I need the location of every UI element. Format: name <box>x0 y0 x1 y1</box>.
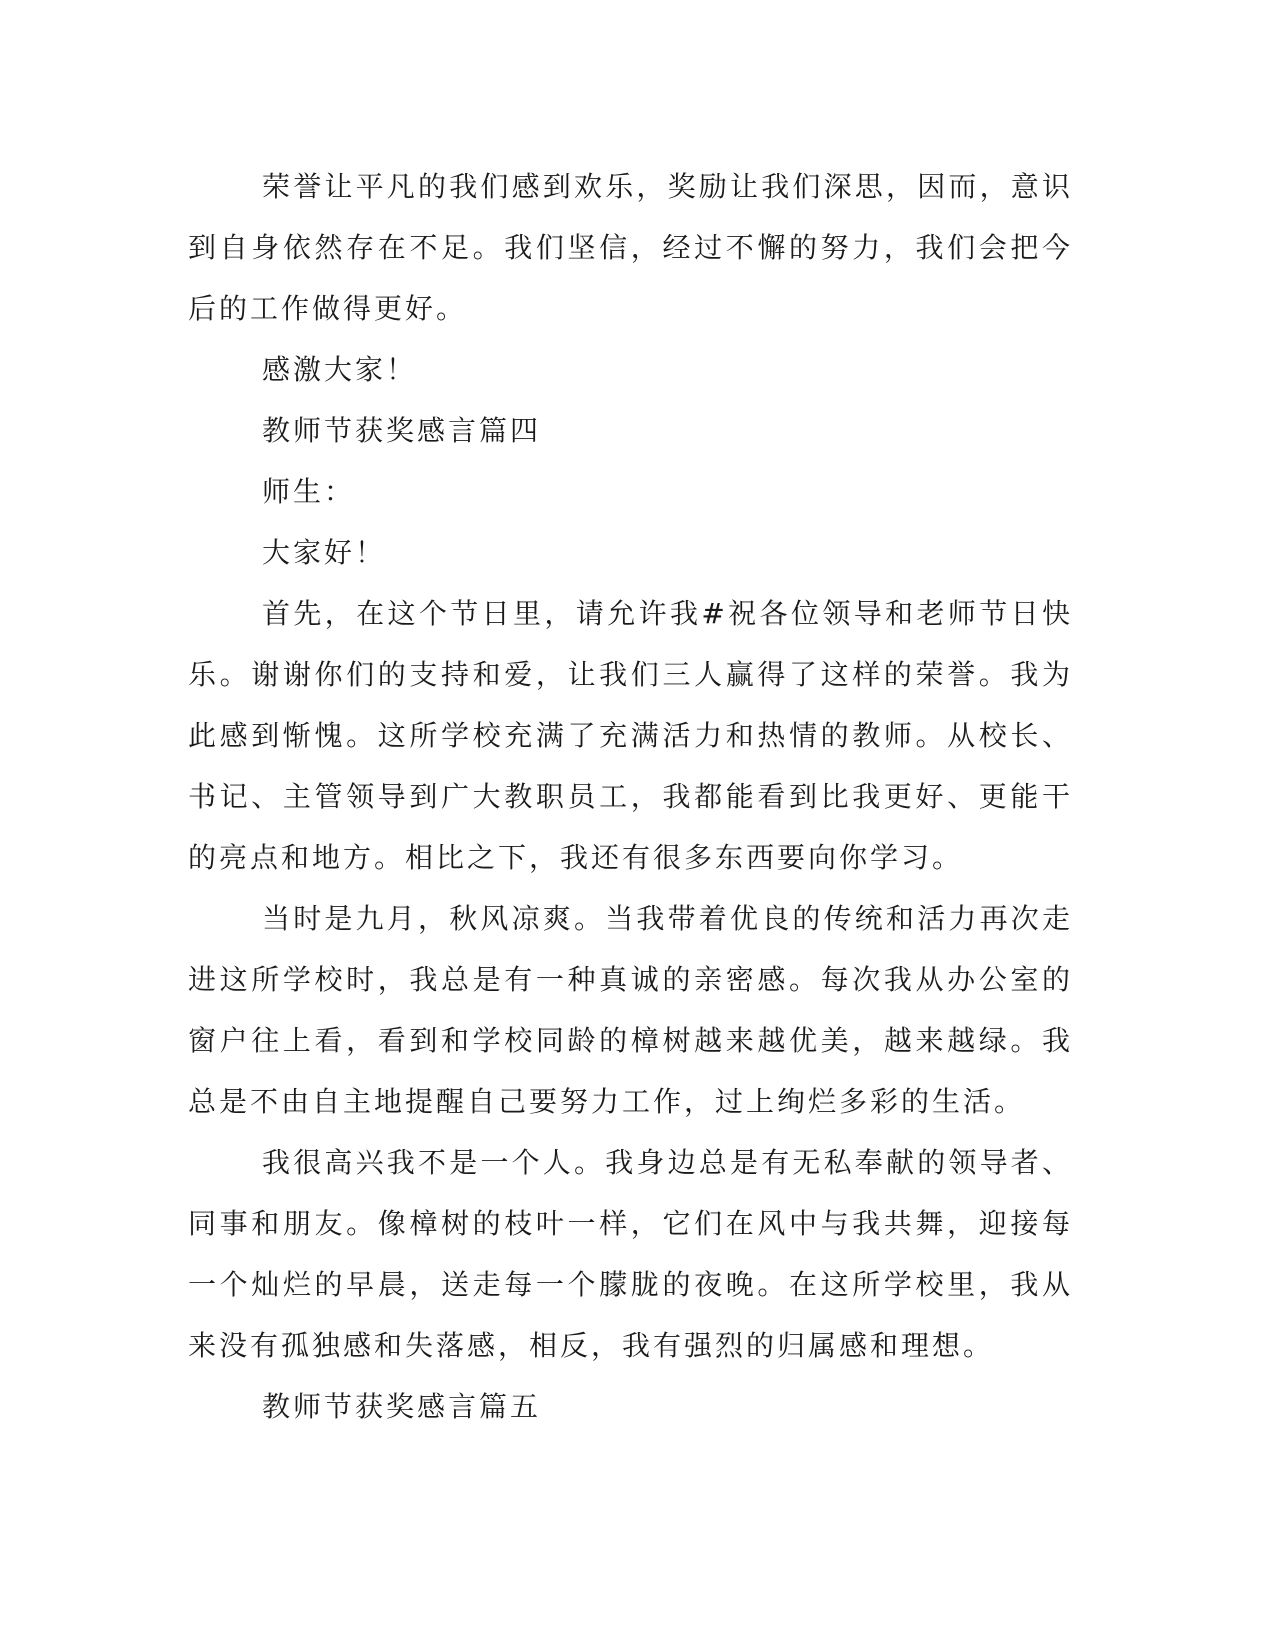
greeting: 大家好！ <box>262 536 387 569</box>
section-heading-four: 教师节获奖感言篇四 <box>262 414 542 447</box>
paragraph-first: 首先，在这个节日里，请允许我#祝各位领导和老师节日快乐。谢谢你们的支持和爱，让我们三人赢得了这样的荣誉。我为此感到惭愧。这所学校充满了充满活力和热情的教师。从校长、书记、主管领导到广大教职员工，我都能看到比我更好、更能干的亮点和地方。相比之下，我还有很多东西要向你学习。 <box>188 597 1073 874</box>
paragraph-honor: 荣誉让平凡的我们感到欢乐，奖励让我们深思，因而，意识到自身依然存在不足。我们坚信，经过不懈的努力，我们会把今后的工作做得更好。 <box>188 170 1073 325</box>
salutation: 师生： <box>262 475 356 508</box>
paragraph-september: 当时是九月，秋风凉爽。当我带着优良的传统和活力再次走进这所学校时，我总是有一种真诚的亲密感。每次我从办公室的窗户往上看，看到和学校同龄的樟树越来越优美，越来越绿。我总是不由自主地提醒自己要努力工作，过上绚烂多彩的生活。 <box>188 902 1073 1118</box>
paragraph-thanks: 感激大家！ <box>262 353 418 386</box>
section-heading-five: 教师节获奖感言篇五 <box>262 1390 542 1423</box>
paragraph-not-alone: 我很高兴我不是一个人。我身边总是有无私奉献的领导者、同事和朋友。像樟树的枝叶一样，它们在风中与我共舞，迎接每一个灿烂的早晨，送走每一个朦胧的夜晚。在这所学校里，我从来没有孤独感和失落感，相反，我有强烈的归属感和理想。 <box>188 1146 1073 1362</box>
document-body <box>188 156 1073 1437</box>
